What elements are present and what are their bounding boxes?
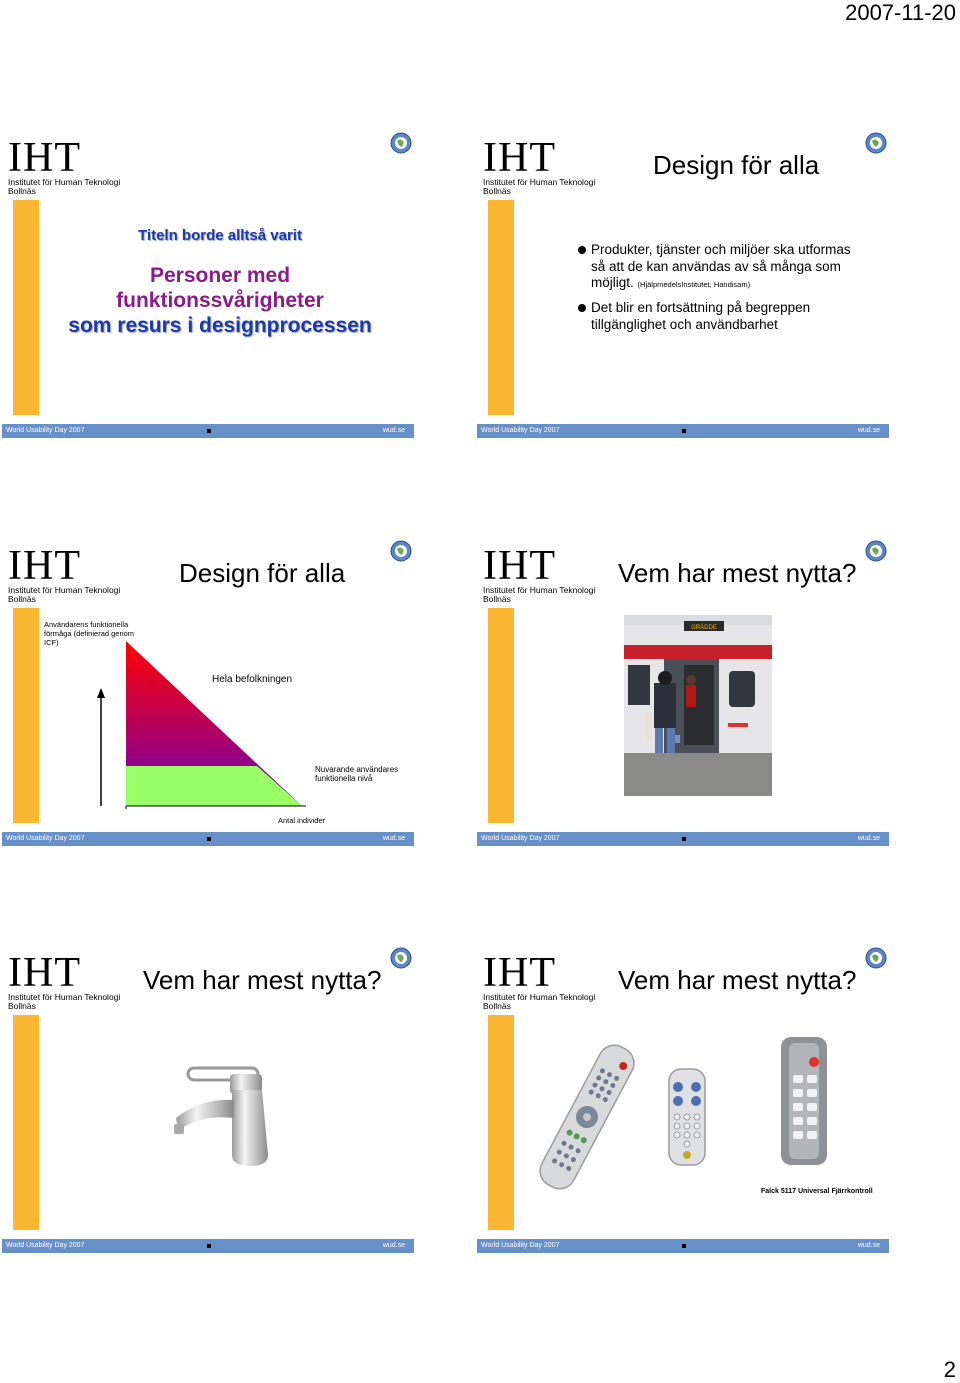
level-label: Nuvarande användares funktionella nivå — [315, 765, 399, 783]
accent-bar — [13, 1015, 39, 1230]
footer-square — [207, 429, 211, 433]
slide-2 — [477, 130, 889, 438]
bullet-item-1 — [591, 242, 861, 294]
slide-title: Vem har mest nytta? — [143, 965, 382, 995]
footer-right: wud.se — [857, 835, 880, 842]
slide-footer — [477, 1239, 889, 1253]
slide-title: Vem har mest nytta? — [618, 558, 857, 588]
remote-caption: Falck 5117 Universal Fjärrkontroll — [761, 1188, 873, 1195]
train-sign: GRÄDDE — [691, 625, 717, 631]
globe-icon — [390, 132, 412, 154]
globe-icon — [865, 132, 887, 154]
iht-logo — [483, 135, 596, 196]
logo-mark: IHT — [8, 135, 81, 181]
y-axis-arrow — [97, 688, 105, 698]
slide-subtitle: Titeln borde alltså varit — [138, 227, 302, 244]
slide-footer — [477, 832, 889, 846]
accent-bar — [488, 200, 514, 415]
large-remote — [537, 1040, 640, 1195]
main-line-3: som resurs i designprocessen — [68, 314, 372, 337]
accent-bar — [13, 608, 39, 823]
current-level-band — [126, 766, 302, 806]
footer-left: World Usability Day 2007 — [481, 1242, 560, 1249]
logo-line2: Bollnäs — [8, 186, 36, 196]
logo-line2: Bollnäs — [483, 594, 511, 604]
footer-right: wud.se — [382, 427, 405, 434]
globe-icon — [390, 540, 412, 562]
logo-line1: Institutet för Human Teknologi — [8, 585, 121, 595]
medium-remote — [669, 1069, 705, 1165]
footer-left: World Usability Day 2007 — [481, 427, 560, 434]
logo-line1: Institutet för Human Teknologi — [8, 177, 121, 187]
logo-mark: IHT — [8, 543, 81, 589]
faucet-illustration — [170, 1060, 290, 1170]
slide-main-title — [40, 263, 400, 313]
logo-line2: Bollnäs — [483, 186, 511, 196]
iht-logo — [483, 950, 596, 1011]
main-line-2: funktionssvårigheter — [116, 289, 324, 312]
x-axis-label: Antal individer — [278, 816, 326, 825]
footer-square — [682, 1244, 686, 1248]
logo-mark: IHT — [8, 950, 81, 996]
bullet-1-note: (HjälpmedelsInstitutet, Handisam) — [637, 280, 751, 289]
accent-bar — [13, 200, 39, 415]
footer-right: wud.se — [857, 1242, 880, 1249]
iht-logo — [483, 543, 596, 604]
page-number: 2 — [943, 1357, 956, 1382]
large-button-remote — [781, 1037, 827, 1165]
logo-line2: Bollnäs — [483, 1001, 511, 1011]
accent-bar — [488, 608, 514, 823]
footer-right: wud.se — [382, 1242, 405, 1249]
globe-icon — [865, 540, 887, 562]
slide-6 — [477, 945, 889, 1253]
train-photo — [624, 615, 772, 796]
logo-line2: Bollnäs — [8, 1001, 36, 1011]
footer-right: wud.se — [382, 835, 405, 842]
functional-ability-diagram — [92, 638, 312, 810]
logo-line2: Bollnäs — [8, 594, 36, 604]
slide-title: Design för alla — [653, 150, 820, 180]
slide-footer — [2, 424, 414, 438]
bullet-item-2: Det blir en fortsättning på begreppen tillgänglighet och användbarhet — [591, 300, 861, 333]
footer-square — [207, 1244, 211, 1248]
globe-icon — [865, 947, 887, 969]
logo-line1: Institutet för Human Teknologi — [483, 177, 596, 187]
footer-right: wud.se — [857, 427, 880, 434]
footer-left: World Usability Day 2007 — [481, 835, 560, 842]
slide-footer — [2, 1239, 414, 1253]
main-line-1: Personer med — [149, 264, 291, 287]
slide-4 — [477, 538, 889, 846]
footer-left: World Usability Day 2007 — [6, 427, 85, 434]
footer-square — [682, 429, 686, 433]
slide-title: Design för alla — [179, 558, 346, 588]
iht-logo — [8, 135, 121, 196]
page-date: 2007-11-20 — [845, 0, 956, 25]
footer-left: World Usability Day 2007 — [6, 835, 85, 842]
bullet-1-text: Produkter, tjänster och miljöer ska utformas så att de kan användas av så många som möjligt. — [591, 242, 851, 290]
logo-mark: IHT — [483, 135, 556, 181]
logo-line1: Institutet för Human Teknologi — [483, 585, 596, 595]
footer-square — [682, 837, 686, 841]
slide-3 — [2, 538, 414, 846]
footer-left: World Usability Day 2007 — [6, 1242, 85, 1249]
footer-square — [207, 837, 211, 841]
slide-1 — [2, 130, 414, 438]
triangle-label: Hela befolkningen — [212, 674, 293, 685]
y-axis-label: Användarens funktionella förmåga (definierad genom ICF) — [44, 620, 135, 647]
slide-title: Vem har mest nytta? — [618, 965, 857, 995]
slide-footer — [2, 832, 414, 846]
accent-bar — [488, 1015, 514, 1230]
slide-5 — [2, 945, 414, 1253]
logo-line1: Institutet för Human Teknologi — [483, 992, 596, 1002]
iht-logo — [8, 950, 121, 1011]
globe-icon — [390, 947, 412, 969]
logo-line1: Institutet för Human Teknologi — [8, 992, 121, 1002]
logo-mark: IHT — [483, 950, 556, 996]
iht-logo — [8, 543, 121, 604]
slide-footer — [477, 424, 889, 438]
logo-mark: IHT — [483, 543, 556, 589]
remote-controls-photo — [537, 1037, 857, 1197]
